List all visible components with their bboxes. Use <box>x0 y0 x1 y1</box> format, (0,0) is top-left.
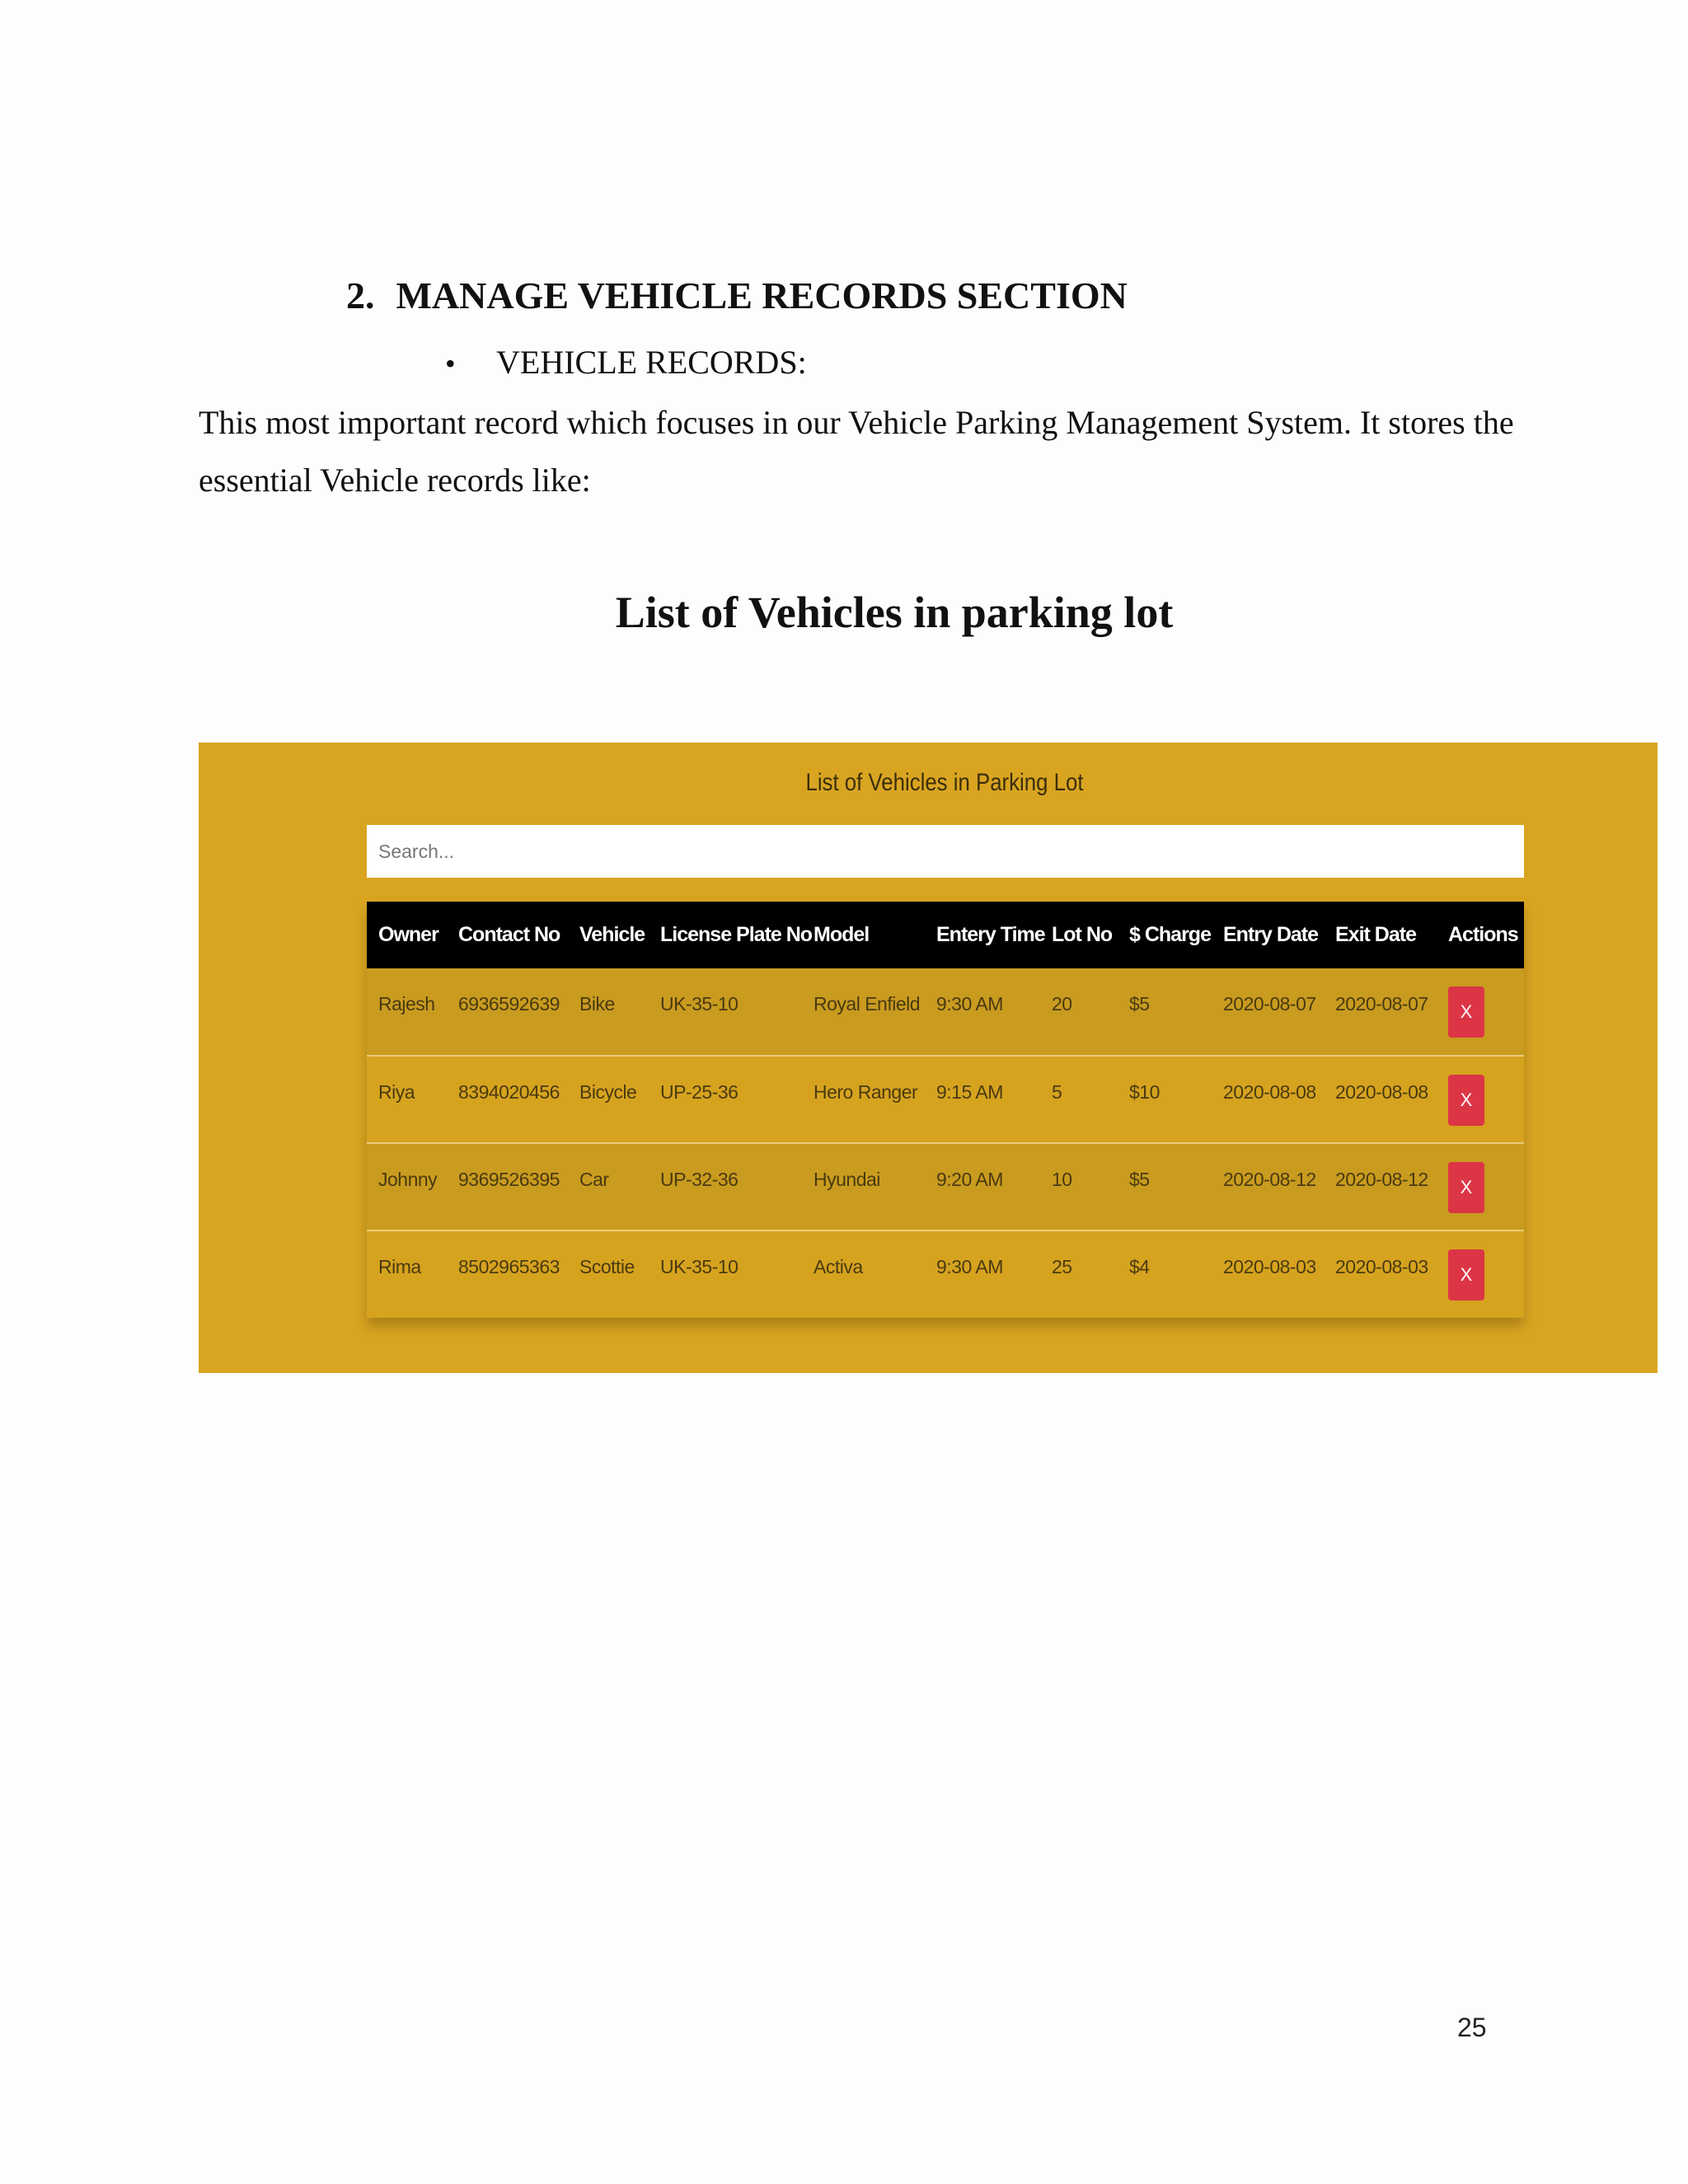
cell-actions <box>1437 1056 1524 1143</box>
delete-button[interactable]: X <box>1448 1249 1484 1301</box>
cell-lot: 25 <box>1052 1256 1072 1277</box>
bullet-dot-icon: • <box>445 347 456 380</box>
column-header-lot: Lot No <box>1052 923 1113 946</box>
cell-vehicle: Car <box>579 1169 609 1190</box>
column-header-owner: Owner <box>378 923 438 946</box>
cell-entry-time: 9:30 AM <box>936 1256 1003 1277</box>
table-row <box>367 1143 1524 1230</box>
bullet-item <box>445 343 807 382</box>
cell-entry-date: 2020-08-08 <box>1223 1081 1316 1103</box>
column-header-plate: License Plate No <box>660 923 813 946</box>
cell-entry-date: 2020-08-07 <box>1223 993 1316 1015</box>
table-row <box>367 968 1524 1056</box>
cell-actions <box>1437 1230 1524 1318</box>
delete-button[interactable]: X <box>1448 1162 1484 1213</box>
cell-vehicle: Bicycle <box>579 1081 637 1103</box>
cell-model: Activa <box>814 1256 863 1277</box>
cell-actions <box>1437 968 1524 1056</box>
cell-contact: 8502965363 <box>458 1256 560 1277</box>
table-row <box>367 1056 1524 1143</box>
cell-entry-date: 2020-08-03 <box>1223 1256 1316 1277</box>
cell-charge: $5 <box>1129 1169 1150 1190</box>
cell-actions <box>1437 1143 1524 1230</box>
cell-model: Hero Ranger <box>814 1081 918 1103</box>
cell-model: Hyundai <box>814 1169 880 1190</box>
section-number: 2. <box>346 274 375 316</box>
cell-owner: Johnny <box>378 1169 438 1190</box>
column-header-actions: Actions <box>1448 923 1518 946</box>
cell-entry-time: 9:20 AM <box>936 1169 1003 1190</box>
cell-exit-date: 2020-08-12 <box>1335 1169 1428 1190</box>
delete-button[interactable]: X <box>1448 1075 1484 1126</box>
section-heading <box>346 274 1128 317</box>
cell-lot: 5 <box>1052 1081 1062 1103</box>
app-title: List of Vehicles in Parking Lot <box>805 769 1084 796</box>
cell-lot: 20 <box>1052 993 1072 1015</box>
cell-exit-date: 2020-08-08 <box>1335 1081 1428 1103</box>
cell-plate: UK-35-10 <box>660 993 738 1015</box>
vehicle-table <box>367 902 1524 1318</box>
cell-charge: $4 <box>1129 1256 1150 1277</box>
cell-contact: 6936592639 <box>458 993 560 1015</box>
cell-model: Royal Enfield <box>814 993 921 1015</box>
column-header-charge: $ Charge <box>1129 923 1211 946</box>
column-header-entry-date: Entry Date <box>1223 923 1319 946</box>
search-input[interactable] <box>367 825 1524 878</box>
figure-title: List of Vehicles in parking lot <box>615 588 1174 637</box>
cell-contact: 8394020456 <box>458 1081 560 1103</box>
cell-exit-date: 2020-08-03 <box>1335 1256 1428 1277</box>
cell-entry-date: 2020-08-12 <box>1223 1169 1316 1190</box>
app-screenshot <box>199 743 1658 1373</box>
cell-plate: UP-32-36 <box>660 1169 738 1190</box>
cell-contact: 9369526395 <box>458 1169 560 1190</box>
cell-vehicle: Scottie <box>579 1256 635 1277</box>
cell-vehicle: Bike <box>579 993 615 1015</box>
cell-owner: Rajesh <box>378 993 435 1015</box>
cell-lot: 10 <box>1052 1169 1072 1190</box>
column-header-model: Model <box>814 923 870 946</box>
column-header-contact: Contact No <box>458 923 560 946</box>
body-paragraph: This most important record which focuses in our Vehicle Parking Management System. It stores the essential Vehicle records like: <box>199 404 1514 499</box>
cell-entry-time: 9:30 AM <box>936 993 1003 1015</box>
cell-plate: UK-35-10 <box>660 1256 738 1277</box>
column-header-exit-date: Exit Date <box>1335 923 1416 946</box>
cell-plate: UP-25-36 <box>660 1081 738 1103</box>
page-number: 25 <box>1457 2013 1487 2042</box>
column-header-vehicle: Vehicle <box>579 923 645 946</box>
cell-exit-date: 2020-08-07 <box>1335 993 1428 1015</box>
table-header-row <box>367 902 1524 968</box>
bullet-text: VEHICLE RECORDS: <box>496 344 807 381</box>
cell-charge: $10 <box>1129 1081 1160 1103</box>
cell-charge: $5 <box>1129 993 1150 1015</box>
cell-owner: Rima <box>378 1256 421 1277</box>
cell-owner: Riya <box>378 1081 415 1103</box>
table-row <box>367 1230 1524 1318</box>
section-title: MANAGE VEHICLE RECORDS SECTION <box>396 274 1128 316</box>
column-header-entry-time: Entery Time <box>936 923 1045 946</box>
cell-entry-time: 9:15 AM <box>936 1081 1003 1103</box>
delete-button[interactable]: X <box>1448 987 1484 1038</box>
